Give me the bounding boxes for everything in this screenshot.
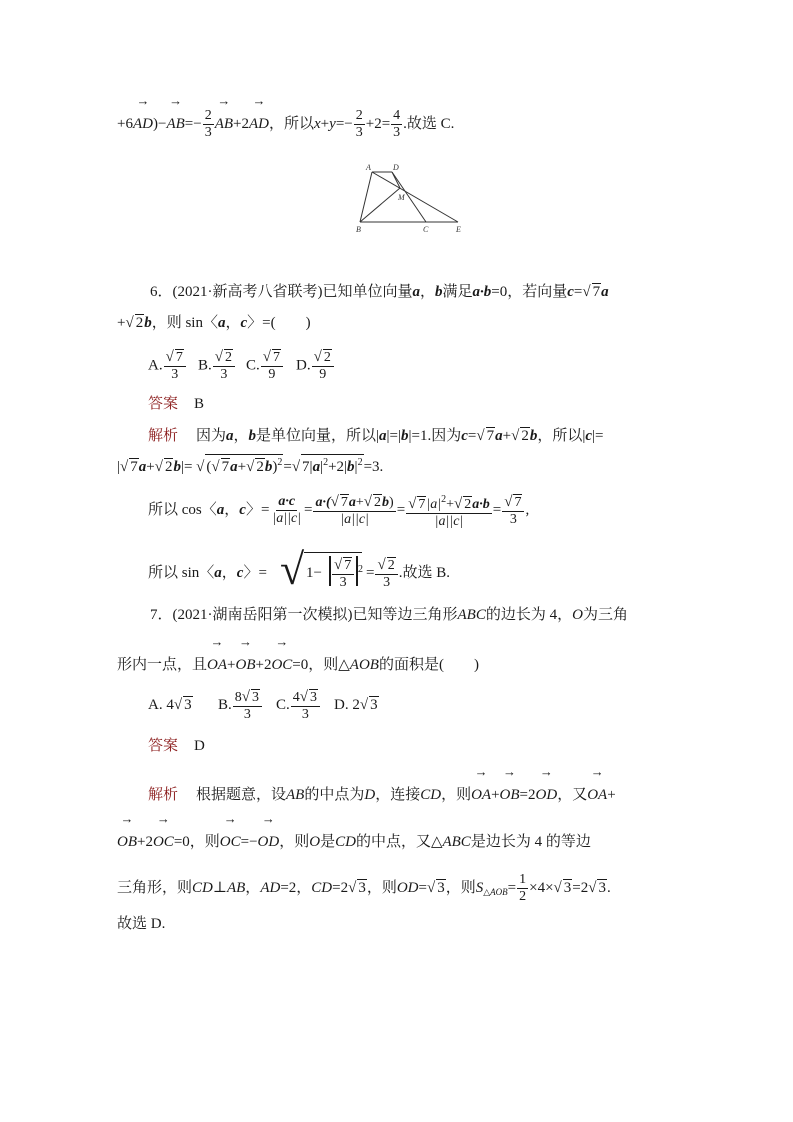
q7-stem-line1: 7．(2021·湖南岳阳第一次模拟)已知等边三角形ABC的边长为 4，O为三角	[150, 607, 628, 623]
top-text: +6→ AD)−→ AB=− $\frac{2}{3}$ → AB+2→ AD，所以x+y=− $\frac{2}{3}$ +2= $\frac{4}{3}$ .故选 C.	[117, 108, 454, 141]
fraction: $\frac{4}{3}$	[393, 108, 401, 140]
big-sqrt: √	[280, 545, 305, 594]
q6-option-d: D. $\frac{√ 2}{9}$	[296, 349, 335, 383]
q7-stem-line2: 形内一点，且→ OA+→ OB+2→ OC=0，则△AOB的面积是( )	[0, 650, 793, 680]
q6-answer: 答案 B	[148, 396, 205, 412]
q6-option-c: C. $\frac{√ 7}{9}$	[246, 349, 284, 383]
q6-cos-line: 所以 cos〈a，c〉= $\frac{a\cdot c}{|a||c|}$ = $\frac{a\cdot(√ 7a+√ 2b)}{|a||c|}$ = $\frac{√ 7|a|^2+√ 2a\cdot b}{|a||c|}$ = $\frac{√ 7}{3}$ ,	[148, 493, 530, 529]
label-E: E	[456, 225, 461, 234]
geometry-figure	[352, 160, 472, 236]
q7-solution-line2: → OB+2→ OC=0，则→ OC=−→ OD，则O是CD的中点，又△ABC是边长为 4 的等边	[0, 827, 793, 857]
q7-solution-line1: 解析 根据题意，设AB的中点为D，连接CD，则→ OA+→ OB=2→ OD，又→ OA+	[0, 780, 793, 810]
label-C: C	[423, 225, 429, 234]
q6-solution-line1: 解析 因为a，b是单位向量，所以|a|=|b|=1.因为c=√ 7a+√ 2b，所以|c|=	[148, 428, 604, 444]
q7-solution-line3: 三角形，则CD⊥AB，AD=2，CD=2√ 3，则OD=√ 3，则$S_{\triangle AOB}=$ $\frac{1}{2}$ ×4×√ 3=2√ 3.	[117, 872, 611, 905]
q6-stem-line1: 6．(2021·新高考八省联考)已知单位向量a，b满足a·b=0，若向量c=√ 7a	[150, 284, 609, 300]
q7-option-a: A. 4√ 3	[148, 697, 192, 713]
q7-options	[0, 687, 793, 723]
q7-option-c: C. $\frac{4√ 3}{3}$	[276, 687, 321, 723]
q6-options	[0, 349, 793, 385]
q7-answer: 答案 D	[148, 738, 205, 754]
q7-option-b: B. $\frac{8√ 3}{3}$	[218, 687, 263, 723]
q6-solution-line2: |√ 7a+√ 2b|= √ (√ 7a+√ 2b)$^2$=√ $7|a|^2+2|b|^2=3$.	[0, 452, 793, 482]
q6-sin-line: 所以 sin〈a，c〉= √ 1− $\frac{√ 7}{3}$ 2 = $\frac{√ 2}{3}$ .故选 B.	[148, 545, 450, 594]
label-M: M	[398, 193, 405, 202]
q7-solution-line4: 故选 D.	[117, 916, 166, 932]
q7-option-d: D. 2√ 3	[334, 697, 378, 713]
vector-AD: → AD	[133, 109, 153, 139]
q6-option-b: B. $\frac{√ 2}{3}$	[198, 349, 236, 383]
label-B: B	[356, 225, 361, 234]
vector-AB: → AB	[215, 109, 233, 139]
q6-stem-line2: +√ 2b，则 sin〈a，c〉=( )	[117, 315, 311, 331]
vector-AB: → AB	[166, 109, 184, 139]
vector-AD: → AD	[249, 109, 269, 139]
top-line	[0, 108, 793, 138]
fraction: $\frac{2}{3}$	[355, 108, 363, 140]
q6-option-a: A. $\frac{√ 7}{3}$	[148, 349, 187, 383]
label-A: A	[366, 163, 371, 172]
label-D: D	[393, 163, 399, 172]
fraction: $\frac{2}{3}$	[204, 108, 212, 140]
